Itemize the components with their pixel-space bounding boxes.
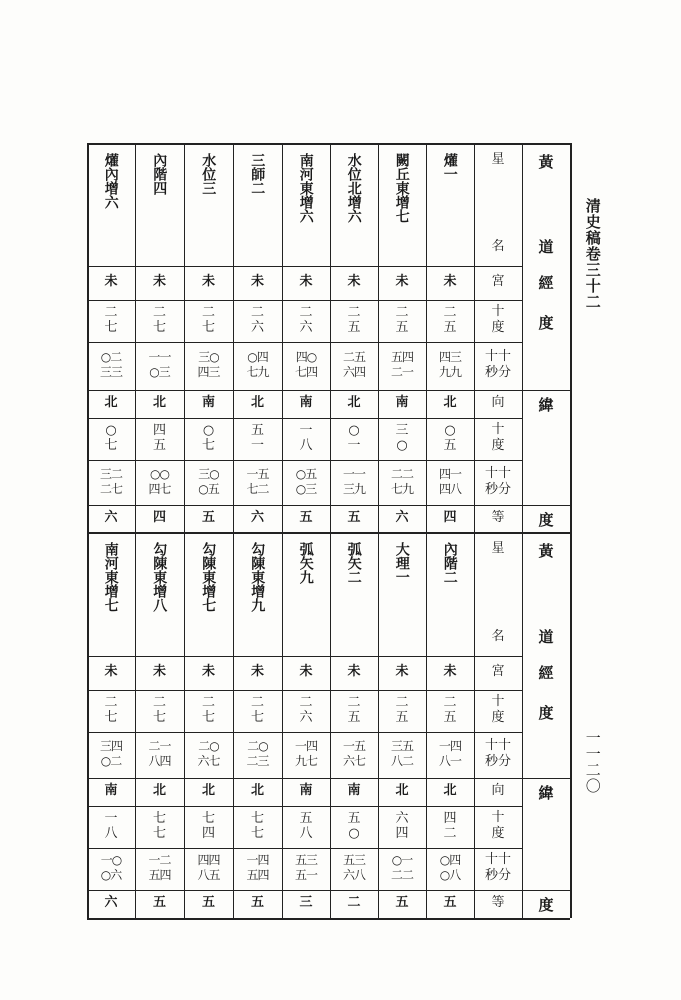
star-du: 五 [395, 710, 409, 725]
star-du2: ○ [202, 423, 215, 438]
star-du2: 五 [347, 811, 361, 826]
star-fen2: 六八 [342, 868, 365, 882]
star-xiang: 南 [395, 395, 409, 410]
star-du2: 四 [201, 826, 215, 841]
column-rule [184, 143, 185, 918]
star-xiang: 北 [152, 395, 166, 410]
star-du2: 六 [395, 811, 409, 826]
table-top-rule [87, 143, 570, 145]
star-deng: 五 [250, 895, 264, 910]
star-gong: 未 [250, 274, 264, 289]
star-du: 二 [201, 305, 215, 320]
star-deng: 六 [104, 509, 118, 525]
star-du: 七 [201, 710, 215, 725]
row-label-fen2: 秒分 [484, 868, 511, 883]
star-name: 爟一 [441, 153, 458, 181]
star-deng: 五 [347, 509, 361, 525]
row-label-fen: 十十 [484, 349, 511, 364]
star-du: 二 [299, 305, 313, 320]
row-label-du: 度 [491, 710, 505, 725]
star-du2: 一 [299, 423, 313, 438]
star-fen2: 四四 [197, 853, 220, 867]
star-xiang: 北 [104, 395, 118, 410]
star-name: 內階二 [441, 542, 458, 584]
star-du: 二 [104, 305, 118, 320]
page-number: 一一二〇 [583, 730, 602, 794]
star-du: 二 [201, 695, 215, 710]
column-rule [330, 143, 331, 918]
star-xiang: 南 [299, 395, 313, 410]
row-rule [87, 890, 522, 891]
section-axis-label: 度 [538, 704, 554, 722]
row-label-gong: 宮 [491, 274, 505, 289]
section-rule [87, 532, 570, 534]
star-fen: 九九 [438, 365, 461, 379]
star-deng: 四 [443, 509, 457, 525]
star-du: 二 [250, 305, 264, 320]
star-deng: 三 [299, 895, 313, 910]
star-fen: 八一 [438, 754, 461, 768]
row-rule [87, 342, 522, 343]
star-deng: 六 [104, 895, 118, 910]
column-rule [135, 143, 136, 918]
star-fen: 一一 [148, 350, 171, 364]
label-group-rule [522, 890, 570, 891]
star-du2: 一 [104, 811, 118, 826]
star-deng: 四 [152, 509, 166, 525]
star-du2: ○ [105, 423, 117, 438]
star-du2: ○ [348, 423, 360, 438]
star-gong: 未 [347, 274, 361, 289]
star-gong: 未 [104, 664, 118, 679]
star-fen2: 一一 [342, 466, 365, 481]
star-fen2: 五四 [148, 868, 171, 882]
row-rule [87, 778, 522, 779]
star-fen2: 二二 [390, 466, 413, 481]
star-du2: 一 [250, 438, 264, 453]
star-fen2: 四八 [438, 481, 461, 496]
star-fen: 二五 [342, 350, 365, 364]
star-du: 七 [250, 710, 264, 725]
star-xiang: 北 [250, 395, 264, 410]
star-fen2: ○○ [150, 466, 169, 481]
star-deng: 五 [299, 509, 313, 525]
row-rule [87, 266, 522, 267]
star-fen: 四三 [197, 365, 220, 379]
table-bottom-rule [87, 918, 570, 920]
star-deng: 二 [347, 895, 361, 910]
star-du2: 五 [299, 811, 313, 826]
section-axis-label: 經 [538, 274, 554, 292]
column-rule [426, 143, 427, 918]
star-fen: 四○ [295, 350, 317, 364]
star-xiang: 南 [347, 783, 361, 798]
star-du: 六 [250, 320, 264, 335]
star-xiang: 北 [347, 395, 361, 410]
section-axis-label: 黃 [538, 542, 554, 560]
star-fen: 二三 [246, 754, 269, 768]
star-du: 二 [152, 695, 166, 710]
star-du2: 七 [104, 438, 118, 453]
star-xiang: 北 [201, 783, 215, 798]
star-fen: 二○ [198, 739, 219, 753]
star-du2: 七 [201, 811, 215, 826]
star-fen: 七四 [294, 365, 317, 379]
star-du: 六 [299, 320, 313, 335]
row-rule [87, 732, 522, 733]
label-group-rule [522, 505, 570, 506]
star-name: 爟內增六 [102, 153, 119, 209]
row-label-name: 星 [491, 541, 505, 556]
column-rule [378, 143, 379, 918]
column-rule [282, 143, 283, 918]
label-group-rule [522, 778, 570, 779]
star-du: 二 [443, 695, 457, 710]
star-fen2: 四七 [148, 481, 171, 496]
star-gong: 未 [443, 664, 457, 679]
star-gong: 未 [443, 274, 457, 289]
star-name: 弧矢九 [297, 542, 314, 584]
star-name: 勾陳東增九 [249, 542, 266, 612]
star-fen: 二○ [247, 739, 268, 753]
star-du2: 三 [395, 423, 409, 438]
star-fen: ○二 [100, 350, 122, 364]
star-du2: 七 [152, 826, 166, 841]
star-gong: 未 [201, 274, 215, 289]
star-fen: 六四 [342, 365, 365, 379]
star-fen2: 八五 [197, 868, 220, 882]
star-name: 弧矢二 [345, 542, 362, 584]
star-du: 五 [395, 320, 409, 335]
column-rule [233, 143, 234, 918]
star-du2: 八 [104, 826, 118, 841]
star-fen2: ○一 [391, 853, 413, 867]
star-name: 內階四 [151, 153, 168, 195]
star-gong: 未 [395, 274, 409, 289]
column-rule [570, 143, 572, 918]
star-du2: 七 [201, 438, 215, 453]
star-du2: 七 [250, 826, 264, 841]
star-fen2: 一四 [246, 853, 269, 867]
row-rule [87, 460, 522, 461]
row-rule [87, 656, 522, 657]
star-du2: 四 [152, 423, 166, 438]
star-du2: 五 [152, 438, 166, 453]
label-group-rule [522, 390, 570, 391]
star-fen2: 三二 [99, 466, 122, 481]
row-label-name: 名 [491, 239, 505, 254]
row-label-xiang: 向 [491, 783, 505, 798]
row-label-du: 十 [491, 694, 505, 709]
star-fen: 三五 [390, 739, 413, 753]
row-label-du2: 度 [491, 826, 505, 841]
row-label-du: 十 [491, 304, 505, 319]
star-fen: ○三 [149, 365, 170, 379]
star-gong: 未 [152, 664, 166, 679]
section-axis-label: 度 [538, 896, 554, 914]
star-fen: 七九 [246, 365, 269, 379]
section-axis-label: 黃 [538, 153, 554, 171]
star-fen2: ○六 [100, 868, 122, 882]
row-rule [87, 848, 522, 849]
star-name: 水位三 [200, 153, 217, 195]
star-du: 七 [104, 320, 118, 335]
star-du: 二 [152, 305, 166, 320]
section-axis-label: 緯 [538, 396, 554, 414]
row-label-deng: 等 [491, 895, 505, 910]
star-du2: 七 [152, 811, 166, 826]
star-fen2: ○八 [439, 868, 461, 882]
star-xiang: 南 [201, 395, 215, 410]
star-fen2: 四一 [438, 466, 461, 481]
star-fen: 六七 [197, 754, 220, 768]
star-fen: 八四 [148, 754, 171, 768]
star-fen: 八二 [390, 754, 413, 768]
star-du: 七 [152, 320, 166, 335]
star-du2: 四 [443, 811, 457, 826]
star-deng: 五 [395, 895, 409, 910]
section-axis-label: 度 [538, 314, 554, 332]
section-axis-label: 道 [538, 628, 554, 646]
star-fen: 三三 [99, 365, 122, 379]
star-fen2: 五三 [342, 853, 365, 867]
row-label-fen: 秒分 [484, 754, 511, 769]
star-du2: 八 [299, 826, 313, 841]
row-label-du: 度 [491, 320, 505, 335]
row-label-du2: 十 [491, 422, 505, 437]
star-fen: 四三 [438, 350, 461, 364]
star-du: 二 [104, 695, 118, 710]
star-du2: ○ [444, 423, 456, 438]
star-name: 闕丘東增七 [393, 153, 410, 223]
star-deng: 五 [443, 895, 457, 910]
star-fen2: 一二 [148, 853, 171, 867]
star-gong: 未 [299, 664, 313, 679]
row-rule [87, 390, 522, 391]
star-du: 二 [443, 305, 457, 320]
star-xiang: 北 [443, 395, 457, 410]
star-du: 二 [250, 695, 264, 710]
star-gong: 未 [250, 664, 264, 679]
section-axis-label: 緯 [538, 784, 554, 802]
star-gong: 未 [395, 664, 409, 679]
star-du: 五 [443, 710, 457, 725]
star-fen2: 五三 [294, 853, 317, 867]
star-du: 二 [395, 695, 409, 710]
star-fen2: ○五 [295, 466, 317, 481]
row-label-du2: 度 [491, 438, 505, 453]
star-fen2: 五一 [294, 868, 317, 882]
star-deng: 五 [201, 509, 215, 525]
star-gong: 未 [104, 274, 118, 289]
star-fen: 一五 [342, 739, 365, 753]
star-du: 七 [104, 710, 118, 725]
row-label-fen2: 秒分 [484, 481, 511, 497]
star-fen: ○四 [247, 350, 268, 364]
star-du2: ○ [348, 826, 360, 841]
star-du: 六 [299, 710, 313, 725]
row-rule [87, 418, 522, 419]
star-gong: 未 [201, 664, 215, 679]
star-du: 二 [347, 305, 361, 320]
star-deng: 五 [152, 895, 166, 910]
section-axis-label: 道 [538, 238, 554, 256]
star-xiang: 北 [152, 783, 166, 798]
star-fen2: 七九 [390, 481, 413, 496]
column-rule [87, 143, 89, 918]
star-du: 二 [299, 695, 313, 710]
star-du2: 二 [443, 826, 457, 841]
star-du2: 七 [250, 811, 264, 826]
star-du: 五 [347, 710, 361, 725]
row-rule [87, 505, 522, 506]
star-fen: 六七 [342, 754, 365, 768]
star-du2: 四 [395, 826, 409, 841]
star-name: 南河東增六 [297, 153, 314, 223]
section-axis-label: 度 [538, 511, 554, 529]
star-du2: 一 [347, 438, 361, 453]
star-fen2: ○三 [295, 481, 317, 496]
star-xiang: 北 [250, 783, 264, 798]
row-label-name: 名 [491, 629, 505, 644]
star-fen: 二一 [390, 365, 413, 379]
star-fen2: ○五 [198, 481, 219, 496]
star-fen: 一四 [294, 739, 317, 753]
star-fen2: 三九 [342, 481, 365, 496]
star-fen: 二一 [148, 739, 171, 753]
row-label-fen: 十十 [484, 738, 511, 753]
star-gong: 未 [299, 274, 313, 289]
star-du: 二 [347, 695, 361, 710]
star-name: 大理一 [393, 542, 410, 584]
star-fen: ○二 [100, 754, 122, 768]
star-name: 水位北增六 [345, 153, 362, 223]
row-label-name: 星 [491, 152, 505, 167]
star-fen2: 五四 [246, 868, 269, 882]
star-xiang: 南 [299, 783, 313, 798]
star-xiang: 南 [104, 783, 118, 798]
star-du2: 八 [299, 438, 313, 453]
star-gong: 未 [152, 274, 166, 289]
star-deng: 六 [395, 509, 409, 525]
star-fen: 三○ [198, 350, 219, 364]
star-xiang: 北 [443, 783, 457, 798]
star-fen: 一四 [438, 739, 461, 753]
star-du: 七 [201, 320, 215, 335]
star-fen: 五四 [390, 350, 413, 364]
column-rule [522, 143, 523, 918]
star-du: 五 [347, 320, 361, 335]
row-label-fen: 秒分 [484, 365, 511, 380]
star-gong: 未 [347, 664, 361, 679]
row-label-deng: 等 [491, 509, 505, 525]
star-fen: 三四 [99, 739, 122, 753]
star-deng: 六 [250, 509, 264, 525]
star-du2: ○ [396, 438, 408, 453]
star-du: 二 [395, 305, 409, 320]
section-axis-label: 經 [538, 664, 554, 682]
row-rule [87, 300, 522, 301]
row-label-xiang: 向 [491, 395, 505, 410]
row-label-fen2: 十十 [484, 465, 511, 481]
star-name: 南河東增七 [102, 542, 119, 612]
star-xiang: 北 [395, 783, 409, 798]
row-rule [87, 806, 522, 807]
star-du: 五 [443, 320, 457, 335]
star-fen2: ○四 [439, 853, 461, 867]
star-name: 勾陳東增八 [151, 542, 168, 612]
star-fen2: 一五 [246, 466, 269, 481]
star-du2: 五 [443, 438, 457, 453]
star-fen2: 三○ [198, 466, 219, 481]
star-du2: 五 [250, 423, 264, 438]
star-du: 七 [152, 710, 166, 725]
star-deng: 五 [201, 895, 215, 910]
star-fen: 九七 [294, 754, 317, 768]
star-name: 三師二 [249, 153, 266, 195]
star-fen2: 二七 [99, 481, 122, 496]
star-fen2: 七二 [246, 481, 269, 496]
row-rule [87, 690, 522, 691]
star-fen2: 二二 [390, 868, 413, 882]
row-label-fen2: 十十 [484, 852, 511, 867]
row-label-gong: 宮 [491, 664, 505, 679]
star-fen2: 一○ [100, 853, 122, 867]
book-title: 清史稿卷三十二 [583, 198, 602, 310]
row-label-du2: 十 [491, 810, 505, 825]
star-name: 勾陳東增七 [200, 542, 217, 612]
